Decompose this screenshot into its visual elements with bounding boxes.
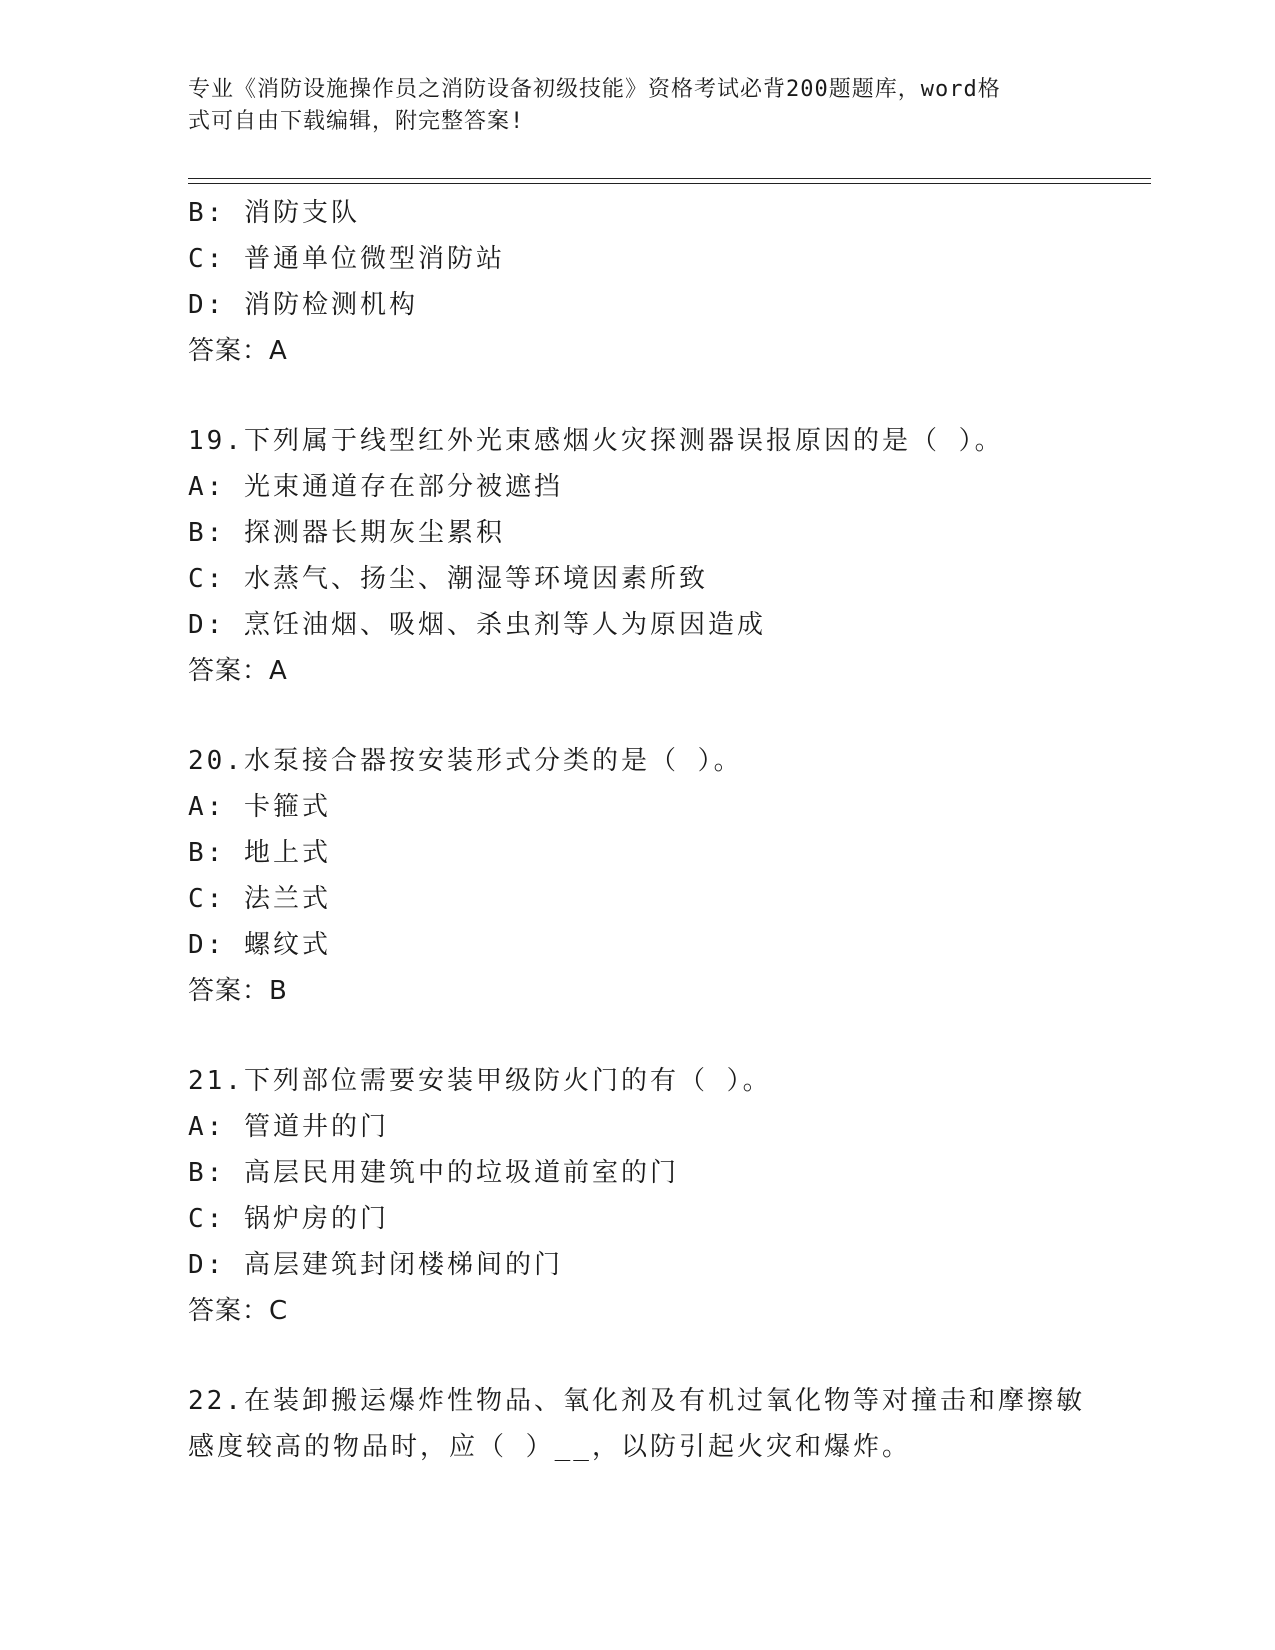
option-b: B: 地上式 — [188, 838, 331, 868]
header-line-1: 专业《消防设施操作员之消防设备初级技能》资格考试必背200题题库，word格 — [188, 77, 1001, 102]
option-a: A: 管道井的门 — [188, 1112, 389, 1142]
header-rule-top — [188, 178, 1151, 179]
option-d: D: 烹饪油烟、吸烟、杀虫剂等人为原因造成 — [188, 610, 766, 640]
answer-line: 答案：A — [188, 336, 288, 366]
question-block-20 — [188, 738, 1088, 1014]
question-block-21 — [188, 1058, 1088, 1334]
option-d: D: 螺纹式 — [188, 930, 331, 960]
option-a: A: 卡箍式 — [188, 792, 331, 822]
option-b: B: 高层民用建筑中的垃圾道前室的门 — [188, 1158, 679, 1188]
option-d: D: 高层建筑封闭楼梯间的门 — [188, 1250, 563, 1280]
question-text-line-2: 感度较高的物品时，应（ ）__，以防引起火灾和爆炸。 — [188, 1432, 911, 1462]
option-a: A: 光束通道存在部分被遮挡 — [188, 472, 563, 502]
option-d: D: 消防检测机构 — [188, 290, 418, 320]
question-block-22 — [188, 1378, 1088, 1470]
question-text: 20.水泵接合器按安装形式分类的是（ ）。 — [188, 746, 743, 776]
header-rule-bottom — [188, 183, 1151, 184]
option-c: C: 锅炉房的门 — [188, 1204, 389, 1234]
question-block-19 — [188, 418, 1088, 694]
question-text-line-1: 22.在装卸搬运爆炸性物品、氧化剂及有机过氧化物等对撞击和摩擦敏 — [188, 1386, 1085, 1416]
header-line-2: 式可自由下载编辑，附完整答案! — [188, 109, 525, 134]
question-text: 21.下列部位需要安装甲级防火门的有（ ）。 — [188, 1066, 772, 1096]
question-text: 19.下列属于线型红外光束感烟火灾探测器误报原因的是（ ）。 — [188, 426, 1004, 456]
answer-line: 答案：A — [188, 656, 288, 686]
option-c: C: 水蒸气、扬尘、潮湿等环境因素所致 — [188, 564, 708, 594]
option-c: C: 普通单位微型消防站 — [188, 244, 505, 274]
answer-line: 答案：B — [188, 976, 288, 1006]
document-header — [188, 74, 1068, 138]
answer-line: 答案：C — [188, 1296, 289, 1326]
option-b: B: 消防支队 — [188, 198, 360, 228]
option-b: B: 探测器长期灰尘累积 — [188, 518, 505, 548]
option-c: C: 法兰式 — [188, 884, 331, 914]
document-body — [188, 190, 1088, 1470]
question-block-18 — [188, 190, 1088, 374]
